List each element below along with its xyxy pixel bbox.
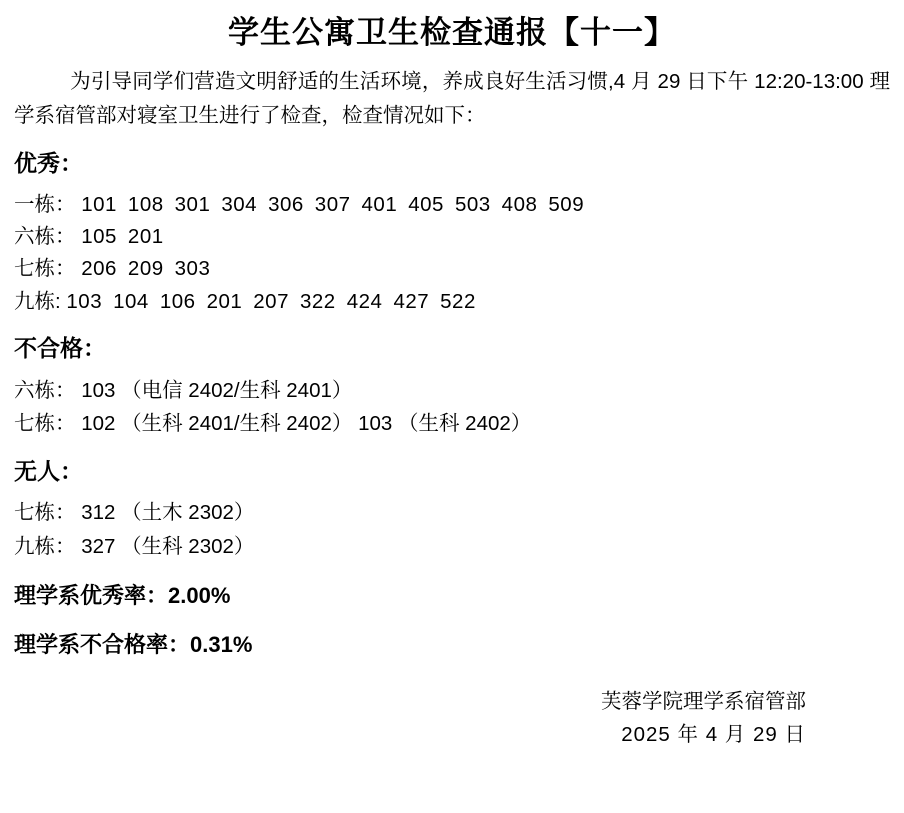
room-number: 207: [253, 289, 289, 313]
room-number: 301: [174, 192, 211, 216]
vacant-line: 七栋： 312 （土木 2302）: [14, 501, 255, 525]
room-number: 522: [440, 289, 476, 313]
room-number: 101: [81, 192, 117, 216]
room-line: [14, 221, 890, 253]
room-number: 104: [113, 289, 149, 313]
building-label: 六栋：: [14, 225, 76, 249]
room-number: 405: [408, 192, 444, 216]
unqualified-rate-value: 0.31%: [190, 631, 253, 657]
excellent-rate: [14, 581, 890, 612]
section-heading-unqualified: 不合格：: [14, 335, 106, 362]
room-number: 201: [127, 225, 164, 249]
room-number: 307: [314, 192, 351, 216]
room-number: 503: [454, 192, 491, 216]
unqualified-rate-label: 理学系不合格率：: [14, 631, 191, 657]
room-number: 408: [501, 192, 538, 216]
signature-date: 2025 年 4 月 29 日: [621, 723, 806, 747]
unqualified-line: 六栋： 103 （电信 2402/生科 2401）: [14, 379, 353, 403]
room-list: [81, 225, 174, 248]
room-list: [81, 193, 595, 216]
room-list: [81, 257, 221, 280]
room-number: 424: [346, 289, 383, 313]
room-number: 108: [127, 192, 164, 216]
room-list: [66, 290, 486, 313]
excellent-rate-label: 理学系优秀率：: [14, 582, 169, 608]
room-number: 201: [206, 289, 243, 313]
room-number: 103: [66, 289, 103, 313]
room-number: 106: [159, 289, 196, 313]
unqualified-line: 七栋： 102 （生科 2401/生科 2402） 103 （生科 2402）: [14, 412, 532, 436]
room-number: 209: [127, 257, 164, 281]
room-number: 401: [361, 192, 398, 216]
room-number: 306: [268, 192, 304, 216]
building-label: 七栋：: [14, 257, 76, 281]
room-line: [14, 189, 890, 221]
signature-org: 芙蓉学院理学系宿管部: [601, 690, 806, 714]
room-line: [14, 286, 890, 318]
room-number: 304: [221, 192, 258, 216]
room-number: 427: [393, 289, 430, 313]
room-number: 105: [81, 225, 117, 249]
unqualified-rate: [14, 630, 890, 661]
room-number: 303: [174, 257, 211, 281]
intro-paragraph: [14, 65, 890, 133]
intro-text: 为引导同学们营造文明舒适的生活环境，养成良好生活习惯,4 月 29 日下午 12:20-13:00 理学系宿管部对寝室卫生进行了检查，检查情况如下：: [14, 70, 890, 127]
building-label: 九栋:: [14, 289, 61, 313]
building-label: 一栋：: [14, 192, 76, 216]
room-line: [14, 253, 890, 285]
signature-block: [14, 686, 890, 752]
excellent-rate-value: 2.00%: [168, 582, 231, 608]
section-heading-vacant: 无人：: [14, 457, 83, 484]
room-number: 206: [81, 257, 117, 281]
section-heading-excellent: 优秀：: [14, 149, 83, 176]
room-number: 322: [300, 289, 336, 313]
vacant-line: 九栋： 327 （生科 2302）: [14, 534, 255, 558]
page-title: 学生公寓卫生检查通报【十一】: [228, 15, 676, 50]
room-number: 509: [548, 192, 585, 216]
